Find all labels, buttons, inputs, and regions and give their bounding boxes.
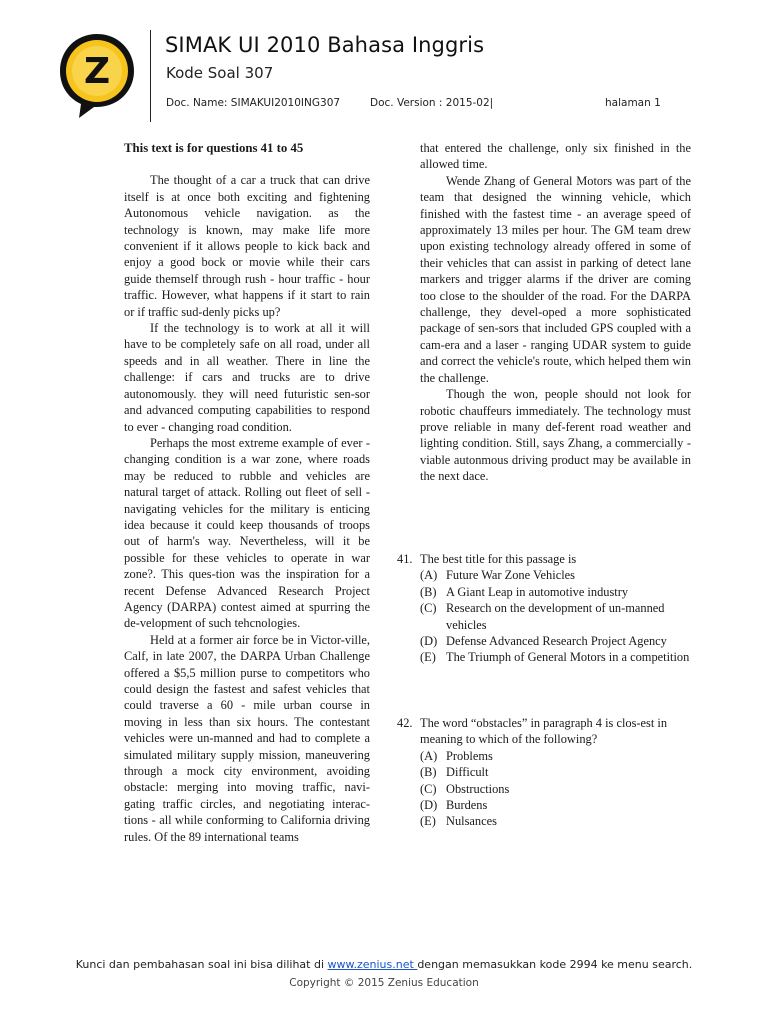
option-a: [397, 748, 691, 764]
option-d: [397, 633, 691, 649]
option-c: [397, 781, 691, 797]
option-letter: (C): [420, 601, 437, 616]
passage-paragraph: Held at a former air force be in Victor-ville, Calf, in late 2007, the DARPA Urban Challenge offered a $5,5 million purse to competitors who could design the fastest and safest vehicles that could traverse a 60 - mile urban course in moving in less than six hours. The contestant vehicles were un-manned and had to complete a simulated military supply mission, maneuvering through a mock city environment, avoiding obstacle: merging into moving traffic, navi-gating traffic circles, and negotiating interac-tions - all while conforming to California driving rules. Of the 89 international teams: [124, 632, 370, 844]
passage-paragraph: The thought of a car a truck that can drive itself is at once both exciting and fightening Autonomous vehicle navigation. as the technology is known, may make life more convenient if it allows people to kick back and enjoy a good bock or movie while their cars guide themself through rush - hour traffic - hour traffic. However, what happens if it start to rain or if traffic sud-denly picks up?: [124, 173, 370, 319]
option-c: [397, 600, 691, 633]
option-letter: (E): [420, 650, 436, 665]
question-41: [397, 551, 691, 666]
passage-paragraph: Perhaps the most extreme example of ever - changing condition is a war zone, where roads may be reduced to rubble and vehicles are natural target of attack. Rolling out fleet of sell - navigating vehicles for the military is enticing idea because it could keep thousands of troops out of harm's way. Nevertheless, will it be possible for these vehicles to operate in war zone?. This ques-tion was the inspiration for a recent Defense Advanced Research Project Agency (DARPA) contest aimed at spurring the de-velopment of such tehcnologies.: [124, 435, 370, 631]
passage-paragraph: Wende Zhang of General Motors was part of the team that designed the winning vehicle, which finished with the fastest time - an average speed of approximately 13 miles per hour. The GM team drew upon existing technology already offered in some of their vehicles that can assist in parking of detect lane markers and trigger alarms if the driver are coming too close to the shoulder of the road. For the DARPA challenge, they devel-oped a more sophisticated package of sen-sors that included GPS coupled with a cam-era and a laser - ranging UDAR system to guide and correct the vehicle's route, which helped them win the challenge.: [420, 173, 691, 385]
question-42: [397, 715, 691, 830]
option-d: [397, 797, 691, 813]
option-letter: (B): [420, 584, 437, 599]
option-e: [397, 649, 691, 665]
option-e: [397, 813, 691, 829]
option-letter: (E): [420, 814, 436, 829]
option-text: Nulsances: [446, 814, 497, 829]
option-text: Problems: [446, 748, 493, 763]
option-letter: (C): [420, 781, 437, 796]
question-number: 42.: [397, 716, 413, 730]
option-text: Burdens: [446, 798, 488, 813]
option-text: Research on the development of un-manned vehicles: [446, 601, 665, 632]
option-letter: (D): [420, 798, 438, 813]
option-text: The Triumph of General Motors in a competition: [446, 650, 690, 665]
page-title: SIMAK UI 2010 Bahasa Inggris: [165, 33, 485, 57]
copyright: Copyright © 2015 Zenius Education: [289, 977, 479, 989]
doc-name: Doc. Name: SIMAKUI2010ING307: [166, 97, 341, 109]
passage-heading: This text is for questions 41 to 45: [124, 141, 304, 155]
passage-left-column: [124, 140, 370, 845]
question-number: 41.: [397, 552, 413, 566]
zenius-logo-icon: [52, 30, 142, 120]
question-stem: The word “obstacles” in paragraph 4 is clos-est in meaning to which of the following?: [420, 716, 668, 747]
option-text: Obstructions: [446, 781, 510, 796]
footer-text-before: Kunci dan pembahasan soal ini bisa dilihat di: [75, 958, 328, 971]
option-letter: (A): [420, 748, 438, 763]
option-text: Future War Zone Vehicles: [446, 568, 575, 583]
page-subtitle: Kode Soal 307: [166, 64, 274, 82]
page-number: halaman 1: [605, 97, 661, 109]
option-b: [397, 584, 691, 600]
passage-paragraph: that entered the challenge, only six finished in the allowed time.: [420, 141, 691, 172]
footer-text-after: dengan memasukkan kode 2994 ke menu search.: [417, 958, 693, 971]
option-letter: (D): [420, 634, 438, 649]
passage-paragraph: Though the won, people should not look for robotic chauffeurs immediately. The technology must prove reliable in many def-ferent road weather and lighting condition. Still, says Zhang, a commercially - viable autonmous driving product may be available in the next dace.: [420, 387, 691, 484]
option-a: [397, 567, 691, 583]
header-divider: [150, 30, 151, 122]
doc-version: Doc. Version : 2015-02|: [370, 97, 494, 109]
question-stem: The best title for this passage is: [420, 552, 577, 566]
option-text: A Giant Leap in automotive industry: [446, 584, 629, 599]
option-text: Defense Advanced Research Project Agency: [446, 634, 667, 649]
option-b: [397, 764, 691, 780]
option-letter: (B): [420, 765, 437, 780]
passage-paragraph: If the technology is to work at all it will have to be completely safe on all road, under all speeds and in all weather. There in line the challenge: if cars and trucks are to drive autonomously. they will need futuristic sen-sor and advanced computing capabilities to respond to ever - changing road condition.: [124, 321, 370, 434]
passage-right-column: [420, 140, 691, 485]
footer-note: [0, 958, 768, 971]
option-text: Difficult: [446, 765, 489, 780]
logo-letter: Z: [83, 51, 111, 92]
option-letter: (A): [420, 568, 438, 583]
zenius-link[interactable]: www.zenius.net: [327, 958, 418, 971]
